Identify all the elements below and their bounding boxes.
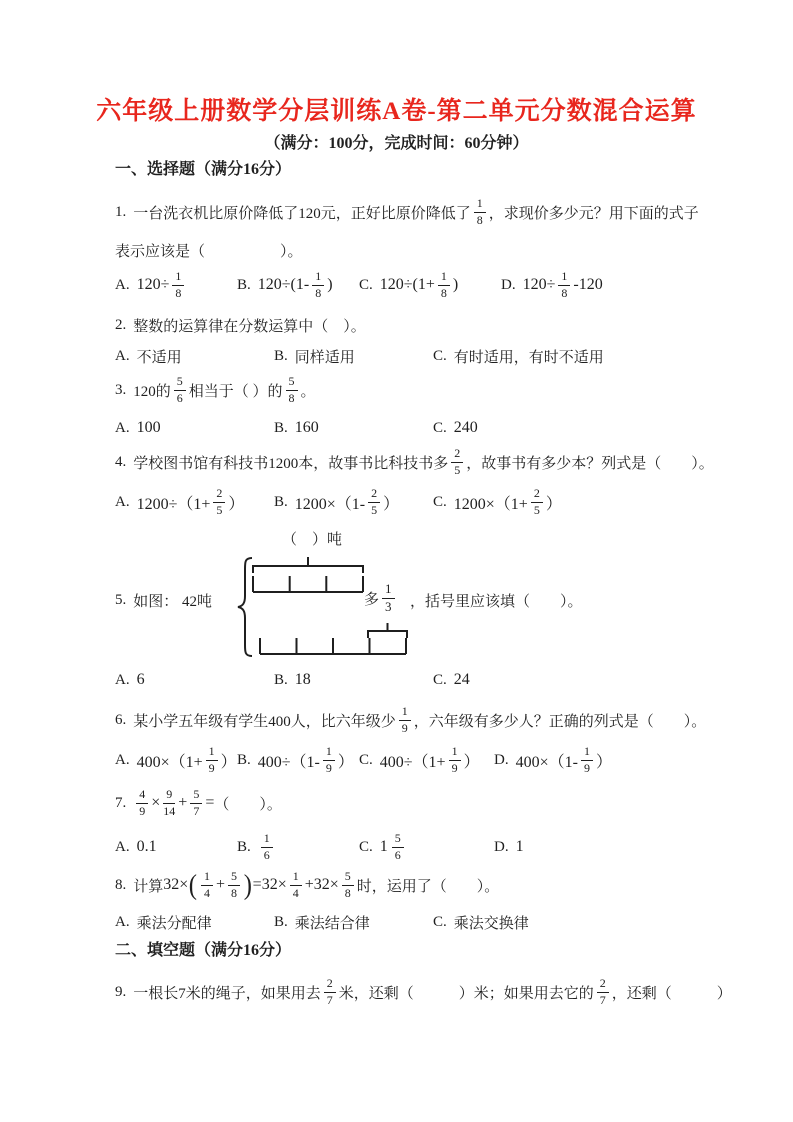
question-5-tail	[410, 582, 583, 618]
option-b	[237, 745, 359, 776]
option-c	[433, 419, 478, 437]
left-paren: (	[189, 868, 198, 901]
math-run: ）	[337, 753, 354, 771]
fraction-numerator: 2	[531, 487, 543, 503]
fraction	[342, 870, 354, 901]
fraction-numerator: 2	[597, 977, 609, 993]
question-number: 5.	[115, 591, 127, 608]
question-text: 120的	[133, 383, 171, 400]
option-label: B.	[274, 347, 288, 364]
math-run: )	[327, 276, 333, 293]
question-1-line-2	[115, 232, 303, 268]
option-label: A.	[115, 347, 130, 364]
fraction-denominator: 4	[203, 885, 210, 900]
fraction	[399, 705, 411, 736]
option-c	[433, 487, 562, 518]
math-run: +	[215, 876, 225, 893]
option-d	[494, 838, 524, 856]
fraction	[174, 375, 186, 406]
question-2-options	[115, 338, 604, 374]
option-label: A.	[115, 493, 130, 510]
fraction-numerator: 1	[382, 582, 395, 599]
math-run: ）	[228, 495, 245, 513]
fraction-denominator: 9	[401, 720, 408, 735]
option-label: B.	[237, 751, 251, 768]
right-paren: )	[243, 868, 252, 901]
option-text: 同样适用	[294, 349, 355, 366]
fraction	[597, 977, 609, 1008]
fraction-numerator: 1	[323, 745, 335, 761]
option-c	[359, 832, 494, 863]
option-a	[115, 419, 274, 437]
question-8-options	[115, 904, 529, 940]
question-number: 1.	[115, 203, 127, 220]
fraction-denominator: 5	[216, 502, 223, 517]
option-label: C.	[433, 419, 447, 436]
question-7	[115, 785, 282, 821]
fraction-numerator: 1	[399, 705, 411, 721]
question-text: 如图：	[133, 593, 179, 610]
option-label: A.	[115, 276, 130, 293]
math-run: 400×（1+	[136, 753, 203, 771]
option-label: C.	[433, 347, 447, 364]
math-run: +	[178, 794, 188, 811]
math-run: ）	[383, 495, 400, 513]
option-c	[359, 745, 494, 776]
option-label: A.	[115, 671, 130, 688]
question-7-options	[115, 829, 524, 865]
section-1-heading: 一、选择题（满分16分）	[115, 161, 292, 178]
fraction-numerator: 5	[286, 375, 298, 391]
fraction-denominator: 8	[231, 885, 237, 900]
fraction-numerator: 1	[449, 745, 461, 761]
option-a	[115, 487, 274, 518]
question-3	[115, 372, 316, 408]
fraction	[136, 788, 148, 819]
option-label: D.	[494, 751, 509, 768]
option-text: 24	[453, 671, 470, 688]
fraction-numerator: 9	[163, 788, 175, 804]
math-run: -120	[573, 276, 603, 293]
fraction	[261, 832, 273, 863]
fraction	[474, 197, 486, 228]
fraction-denominator: 5	[371, 502, 378, 517]
fraction	[172, 270, 184, 301]
fraction-denominator: 9	[325, 760, 332, 775]
fraction-denominator: 9	[583, 760, 590, 775]
fraction-numerator: 1	[438, 270, 450, 286]
fraction-numerator: 4	[136, 788, 148, 804]
fraction	[438, 270, 450, 301]
option-b	[274, 912, 433, 933]
option-label: B.	[274, 913, 288, 930]
fraction-denominator: 6	[176, 390, 183, 405]
math-run: ）	[463, 753, 480, 771]
question-text: （ ）。	[214, 796, 282, 813]
question-text: ，故事书有多少本？列式是（ ）。	[466, 455, 714, 472]
option-b	[274, 671, 433, 689]
math-run: 1200×（1+	[453, 495, 528, 513]
question-text: 米，还剩（ ）米；如果用去它的	[338, 985, 594, 1002]
option-text: 乘法分配律	[136, 915, 212, 932]
diagram-total-label: 42吨	[182, 594, 213, 610]
page-title: 六年级上册数学分层训练A卷-第二单元分数混合运算	[96, 98, 697, 125]
option-a	[115, 270, 237, 301]
question-number: 9.	[115, 983, 127, 1000]
question-number: 3.	[115, 381, 127, 398]
fraction-numerator: 1	[581, 745, 593, 761]
math-run: ）	[595, 753, 612, 771]
fraction-denominator: 7	[326, 992, 333, 1007]
fraction	[290, 870, 302, 901]
option-a	[115, 912, 274, 933]
question-text: 整数的运算律在分数运算中（ ）。	[133, 318, 366, 335]
fraction	[228, 870, 240, 901]
question-9	[115, 974, 732, 1010]
fraction-denominator: 9	[208, 760, 215, 775]
fraction-numerator: 1	[312, 270, 324, 286]
math-run: )	[452, 276, 459, 293]
fraction	[323, 745, 335, 776]
fraction-numerator: 1	[261, 832, 273, 848]
option-b	[274, 487, 433, 518]
option-label: C.	[359, 838, 373, 855]
question-6	[115, 702, 706, 738]
fraction-numerator: 2	[213, 487, 225, 503]
fraction	[558, 270, 570, 301]
option-text: 乘法交换律	[453, 915, 529, 932]
question-6-options	[115, 742, 612, 778]
option-c	[433, 671, 470, 689]
fraction	[451, 447, 463, 478]
option-text: 有时适用，有时不适用	[453, 349, 604, 366]
question-5-intro	[115, 582, 178, 618]
fraction-denominator: 14	[163, 803, 176, 818]
diagram-top-label: （ ）吨	[281, 532, 342, 548]
fraction-denominator: 8	[175, 285, 182, 300]
question-text: ，还剩（ ）	[611, 985, 732, 1002]
fraction-numerator: 1	[558, 270, 570, 286]
math-run: 120÷(1+	[379, 276, 435, 293]
option-a	[115, 671, 274, 689]
option-label: A.	[115, 838, 130, 855]
option-b	[237, 832, 359, 863]
option-d	[501, 270, 603, 301]
question-text: 某小学五年级有学生400人，比六年级少	[133, 713, 396, 730]
question-4	[115, 444, 714, 480]
question-text: 学校图书馆有科技书1200本，故事书比科技书多	[133, 455, 449, 472]
question-number: 6.	[115, 711, 127, 728]
option-label: B.	[274, 671, 288, 688]
fraction-denominator: 7	[599, 992, 606, 1007]
option-text: 1	[515, 838, 524, 855]
fraction-numerator: 2	[368, 487, 380, 503]
question-text: 表示应该是（ ）。	[115, 243, 303, 260]
option-text: 不适用	[136, 349, 182, 366]
option-d	[494, 745, 612, 776]
option-c	[359, 270, 501, 301]
option-label: D.	[494, 838, 509, 855]
math-run: 1200÷（1+	[136, 495, 211, 513]
fraction-denominator: 4	[292, 885, 299, 900]
math-run: ）	[545, 495, 562, 513]
option-a	[115, 745, 237, 776]
option-text: 18	[294, 671, 311, 688]
math-run: 120÷	[522, 276, 556, 293]
fraction-denominator: 7	[193, 803, 200, 818]
math-run: =32×	[252, 876, 287, 893]
fraction	[201, 870, 213, 901]
fraction	[286, 375, 298, 406]
question-8	[115, 867, 499, 903]
question-number: 4.	[115, 453, 127, 470]
whole-number: 1	[379, 838, 388, 855]
question-text: 一台洗衣机比原价降低了120元，正好比原价降低了	[133, 205, 471, 222]
option-c	[433, 346, 604, 367]
question-number: 7.	[115, 794, 127, 811]
option-c	[433, 912, 529, 933]
option-b	[237, 270, 359, 301]
math-run: ×	[151, 794, 161, 811]
question-text: 一根长7米的绳子，如果用去	[133, 985, 321, 1002]
option-a	[115, 838, 237, 856]
option-text: 240	[453, 419, 478, 436]
fraction-numerator: 1	[172, 270, 184, 286]
option-label: C.	[359, 276, 373, 293]
fraction-denominator: 8	[440, 285, 447, 300]
fraction-denominator: 5	[454, 462, 461, 477]
fraction	[213, 487, 225, 518]
option-text: 乘法结合律	[294, 915, 370, 932]
math-run: ）	[220, 753, 237, 771]
fraction	[382, 582, 395, 615]
fraction-denominator: 5	[533, 502, 540, 517]
fraction-numerator: 5	[228, 870, 240, 886]
fraction-denominator: 9	[139, 803, 146, 818]
fraction-denominator: 8	[344, 885, 351, 900]
option-b	[274, 419, 433, 437]
option-a	[115, 346, 274, 367]
fraction	[190, 788, 202, 819]
fraction-numerator: 1	[290, 870, 302, 886]
fraction	[163, 788, 175, 819]
question-number: 2.	[115, 316, 127, 333]
option-label: C.	[433, 671, 447, 688]
math-run: 32×	[163, 876, 189, 893]
fraction	[531, 487, 543, 518]
option-text: 0.1	[136, 838, 157, 855]
fraction	[449, 745, 461, 776]
fraction-numerator: 2	[324, 977, 336, 993]
option-label: A.	[115, 419, 130, 436]
option-label: A.	[115, 751, 130, 768]
fraction-denominator: 9	[451, 760, 458, 775]
question-text: ，求现价多少元？用下面的式子	[488, 205, 699, 222]
math-run: 120÷	[136, 276, 170, 293]
fraction	[581, 745, 593, 776]
option-label: C.	[433, 913, 447, 930]
fraction-numerator: 5	[392, 832, 404, 848]
question-1-line-1	[115, 194, 699, 230]
fraction	[206, 745, 218, 776]
option-label: C.	[359, 751, 373, 768]
option-label: B.	[274, 493, 288, 510]
option-b	[274, 346, 433, 367]
fraction	[324, 977, 336, 1008]
question-1-options	[115, 267, 603, 303]
math-run: =	[205, 794, 215, 811]
question-text: 时，运用了（ ）。	[356, 878, 500, 895]
fraction-denominator: 6	[394, 847, 401, 862]
fraction-numerator: 1	[201, 870, 213, 886]
section-2-heading: 二、填空题（满分16分）	[115, 942, 292, 959]
option-label: D.	[501, 276, 516, 293]
math-run: 1200×（1-	[294, 495, 366, 513]
question-text: 计算	[133, 878, 164, 895]
option-text: 100	[136, 419, 161, 436]
option-label: B.	[237, 838, 251, 855]
math-run: 400×（1-	[515, 753, 578, 771]
option-text: 6	[136, 671, 145, 688]
fraction-denominator: 8	[561, 285, 568, 300]
fraction-numerator: 1	[206, 745, 218, 761]
fraction-denominator: 6	[263, 847, 270, 862]
fraction-numerator: 5	[190, 788, 202, 804]
question-text: ，括号里应该填（ ）。	[410, 593, 583, 610]
more-text: 多	[364, 591, 380, 608]
option-label: A.	[115, 913, 130, 930]
math-run: +32×	[304, 876, 339, 893]
math-run: 400÷（1+	[379, 753, 446, 771]
fraction-numerator: 2	[451, 447, 463, 463]
question-number: 8.	[115, 876, 127, 893]
fraction	[368, 487, 380, 518]
question-4-options	[115, 484, 562, 520]
fraction-denominator: 8	[315, 285, 322, 300]
diagram-more-label	[364, 576, 398, 620]
option-label: C.	[433, 493, 447, 510]
fraction	[312, 270, 324, 301]
option-label: B.	[237, 276, 251, 293]
fraction-denominator: 8	[476, 212, 483, 227]
fraction-numerator: 5	[174, 375, 186, 391]
math-run: 400÷（1-	[257, 753, 320, 771]
question-text: 。	[300, 383, 316, 400]
fraction-denominator: 8	[288, 390, 295, 405]
question-5-options	[115, 662, 470, 698]
page-subtitle: （满分：100分，完成时间：60分钟）	[264, 135, 529, 152]
fraction	[392, 832, 404, 863]
fraction-denominator: 3	[385, 598, 392, 614]
fraction-numerator: 1	[474, 197, 486, 213]
option-text: 160	[294, 419, 319, 436]
fraction-numerator: 5	[342, 870, 354, 886]
option-label: B.	[274, 419, 288, 436]
question-text: ，六年级有多少人？正确的列式是（ ）。	[413, 713, 707, 730]
question-3-options	[115, 410, 478, 446]
question-text: 相当于（ ）的	[188, 383, 283, 400]
math-run: 120÷(1-	[257, 276, 310, 293]
